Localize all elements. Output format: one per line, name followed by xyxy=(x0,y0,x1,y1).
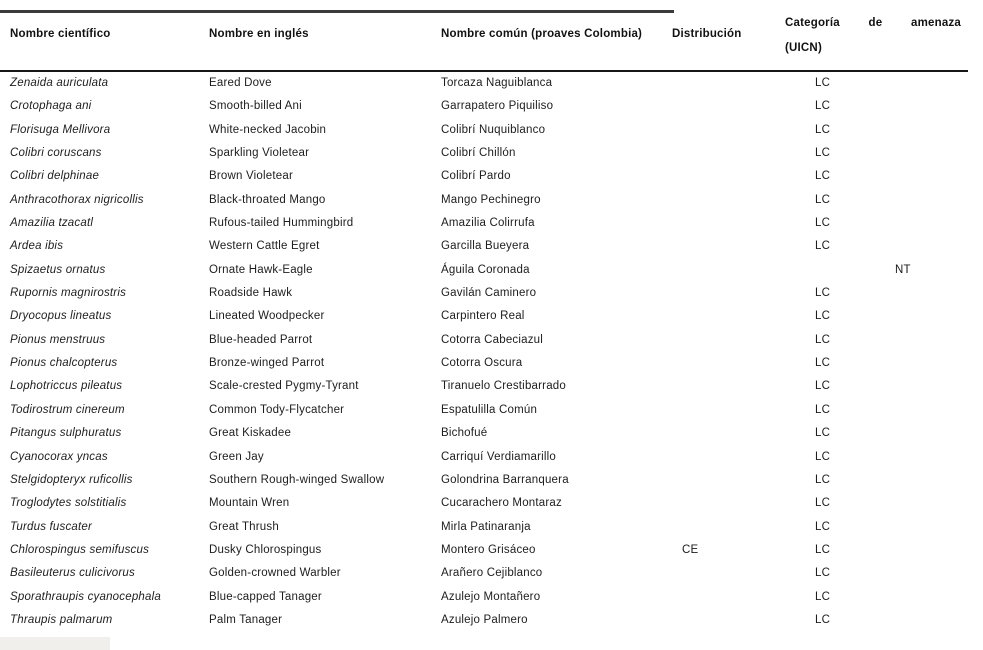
table-row xyxy=(0,399,983,422)
table-row xyxy=(0,352,983,375)
scientific-name-cell: Rupornis magnirostris xyxy=(10,287,127,300)
common-name-cell: Mango Pechinegro xyxy=(441,193,541,206)
scientific-name-cell: Florisuga Mellivora xyxy=(10,123,111,136)
threat-category-cell: LC xyxy=(815,590,831,603)
table-row xyxy=(0,539,983,562)
threat-category-cell: LC xyxy=(815,520,831,533)
english-name-cell: Roadside Hawk xyxy=(209,287,293,300)
table-row xyxy=(0,72,983,95)
threat-category-cell: LC xyxy=(815,240,831,253)
common-name-cell: Carriquí Verdiamarillo xyxy=(441,450,556,463)
table-row xyxy=(0,305,983,328)
english-name-cell: Bronze-winged Parrot xyxy=(209,357,325,370)
table-row xyxy=(0,95,983,118)
scientific-name-cell: Ardea ibis xyxy=(10,240,64,253)
english-name-cell: White-necked Jacobin xyxy=(209,123,327,136)
scientific-name-cell: Thraupis palmarum xyxy=(10,613,113,626)
english-name-cell: Black-throated Mango xyxy=(209,193,326,206)
header-threat-category-line1: Categoría de amenaza xyxy=(785,17,961,29)
common-name-cell: Cucarachero Montaraz xyxy=(441,497,562,510)
english-name-cell: Mountain Wren xyxy=(209,497,290,510)
english-name-cell: Dusky Chlorospingus xyxy=(209,543,322,556)
table-top-rule xyxy=(0,10,674,13)
threat-category-cell: LC xyxy=(815,147,831,160)
common-name-cell: Cotorra Cabeciazul xyxy=(441,333,544,346)
common-name-cell: Colibrí Chillón xyxy=(441,147,516,160)
table-row xyxy=(0,422,983,445)
table-row xyxy=(0,609,983,632)
table-row xyxy=(0,586,983,609)
threat-category-cell: LC xyxy=(815,100,831,113)
common-name-cell: Torcaza Naguiblanca xyxy=(441,77,553,89)
common-name-cell: Colibrí Nuquiblanco xyxy=(441,123,546,136)
common-name-cell: Garrapatero Piquiliso xyxy=(441,100,554,113)
scientific-name-cell: Pionus menstruus xyxy=(10,333,106,346)
threat-category-cell: LC xyxy=(815,450,831,463)
english-name-cell: Blue-capped Tanager xyxy=(209,590,322,603)
table-row xyxy=(0,259,983,282)
english-name-cell: Brown Violetear xyxy=(209,170,293,183)
english-name-cell: Lineated Woodpecker xyxy=(209,310,325,323)
threat-category-cell: LC xyxy=(815,123,831,136)
scientific-name-cell: Pionus chalcopterus xyxy=(10,357,118,370)
table-row xyxy=(0,142,983,165)
english-name-cell: Western Cattle Egret xyxy=(209,240,320,253)
common-name-cell: Azulejo Palmero xyxy=(441,613,528,626)
table-row xyxy=(0,282,983,305)
scientific-name-cell: Todirostrum cinereum xyxy=(10,403,125,416)
table-row xyxy=(0,119,983,142)
english-name-cell: Green Jay xyxy=(209,450,264,463)
english-name-cell: Rufous-tailed Hummingbird xyxy=(209,217,354,230)
threat-category-cell: LC xyxy=(815,427,831,440)
threat-category-cell: LC xyxy=(815,357,831,370)
scientific-name-cell: Pitangus sulphuratus xyxy=(10,427,122,440)
scientific-name-cell: Colibri delphinae xyxy=(10,170,100,183)
header-common-name: Nombre común (proaves Colombia) xyxy=(441,28,643,40)
header-english-name: Nombre en inglés xyxy=(209,28,309,40)
distribution-cell: CE xyxy=(682,543,699,556)
scientific-name-cell: Lophotriccus pileatus xyxy=(10,380,123,393)
threat-category-cell: LC xyxy=(815,333,831,346)
table-row xyxy=(0,492,983,515)
english-name-cell: Great Kiskadee xyxy=(209,427,292,440)
bottom-page-artifact xyxy=(0,637,110,650)
threat-category-cell: LC xyxy=(815,77,831,89)
scientific-name-cell: Crotophaga ani xyxy=(10,100,92,113)
threat-category-cell: LC xyxy=(815,287,831,300)
threat-category-cell: LC xyxy=(815,380,831,393)
table-row xyxy=(0,469,983,492)
english-name-cell: Golden-crowned Warbler xyxy=(209,567,341,580)
scientific-name-cell: Stelgidopteryx ruficollis xyxy=(10,473,133,486)
common-name-cell: Amazilia Colirrufa xyxy=(441,217,535,230)
table-row xyxy=(0,189,983,212)
scientific-name-cell: Dryocopus lineatus xyxy=(10,310,112,323)
threat-category-cell: LC xyxy=(815,613,831,626)
table-row xyxy=(0,329,983,352)
common-name-cell: Carpintero Real xyxy=(441,310,525,323)
table-row xyxy=(0,446,983,469)
threat-category-cell: LC xyxy=(815,403,831,416)
scientific-name-cell: Sporathraupis cyanocephala xyxy=(10,590,161,603)
common-name-cell: Azulejo Montañero xyxy=(441,590,541,603)
scientific-name-cell: Zenaida auriculata xyxy=(10,77,109,89)
header-distribution: Distribución xyxy=(672,28,742,40)
threat-category-cell: LC xyxy=(815,567,831,580)
common-name-cell: Montero Grisáceo xyxy=(441,543,536,556)
english-name-cell: Blue-headed Parrot xyxy=(209,333,313,346)
scientific-name-cell: Cyanocorax yncas xyxy=(10,450,108,463)
threat-category-cell: LC xyxy=(815,310,831,323)
threat-category-cell: LC xyxy=(815,170,831,183)
common-name-cell: Águila Coronada xyxy=(441,263,530,276)
english-name-cell: Smooth-billed Ani xyxy=(209,100,302,113)
table-row xyxy=(0,212,983,235)
common-name-cell: Cotorra Oscura xyxy=(441,357,523,370)
english-name-cell: Great Thrush xyxy=(209,520,279,533)
common-name-cell: Golondrina Barranquera xyxy=(441,473,569,486)
threat-category-cell: LC xyxy=(815,193,831,206)
english-name-cell: Ornate Hawk-Eagle xyxy=(209,263,313,276)
threat-category-cell: LC xyxy=(815,473,831,486)
english-name-cell: Palm Tanager xyxy=(209,613,283,626)
threat-category-cell: NT xyxy=(895,263,911,276)
common-name-cell: Tiranuelo Crestibarrado xyxy=(441,380,566,393)
threat-category-cell: LC xyxy=(815,543,831,556)
header-threat-category-line2: (UICN) xyxy=(785,42,822,54)
table-row xyxy=(0,375,983,398)
table-row xyxy=(0,562,983,585)
common-name-cell: Arañero Cejiblanco xyxy=(441,567,543,580)
english-name-cell: Common Tody-Flycatcher xyxy=(209,403,345,416)
scientific-name-cell: Basileuterus culicivorus xyxy=(10,567,135,580)
threat-category-cell: LC xyxy=(815,217,831,230)
table-row xyxy=(0,235,983,258)
common-name-cell: Bichofué xyxy=(441,427,488,440)
scientific-name-cell: Chlorospingus semifuscus xyxy=(10,543,150,556)
scientific-name-cell: Colibri coruscans xyxy=(10,147,102,160)
table-row xyxy=(0,516,983,539)
common-name-cell: Espatulilla Común xyxy=(441,403,538,416)
threat-category-cell: LC xyxy=(815,497,831,510)
scientific-name-cell: Amazilia tzacatl xyxy=(10,217,94,230)
common-name-cell: Garcilla Bueyera xyxy=(441,240,530,253)
english-name-cell: Southern Rough-winged Swallow xyxy=(209,473,385,486)
scientific-name-cell: Spizaetus ornatus xyxy=(10,263,106,276)
header-scientific-name: Nombre científico xyxy=(10,28,111,40)
species-table-body xyxy=(0,72,983,632)
table-row xyxy=(0,165,983,188)
english-name-cell: Scale-crested Pygmy-Tyrant xyxy=(209,380,359,393)
scientific-name-cell: Turdus fuscater xyxy=(10,520,93,533)
common-name-cell: Colibrí Pardo xyxy=(441,170,511,183)
english-name-cell: Eared Dove xyxy=(209,77,272,89)
scientific-name-cell: Anthracothorax nigricollis xyxy=(10,193,144,206)
scientific-name-cell: Troglodytes solstitialis xyxy=(10,497,127,510)
common-name-cell: Mirla Patinaranja xyxy=(441,520,531,533)
common-name-cell: Gavilán Caminero xyxy=(441,287,537,300)
english-name-cell: Sparkling Violetear xyxy=(209,147,310,160)
